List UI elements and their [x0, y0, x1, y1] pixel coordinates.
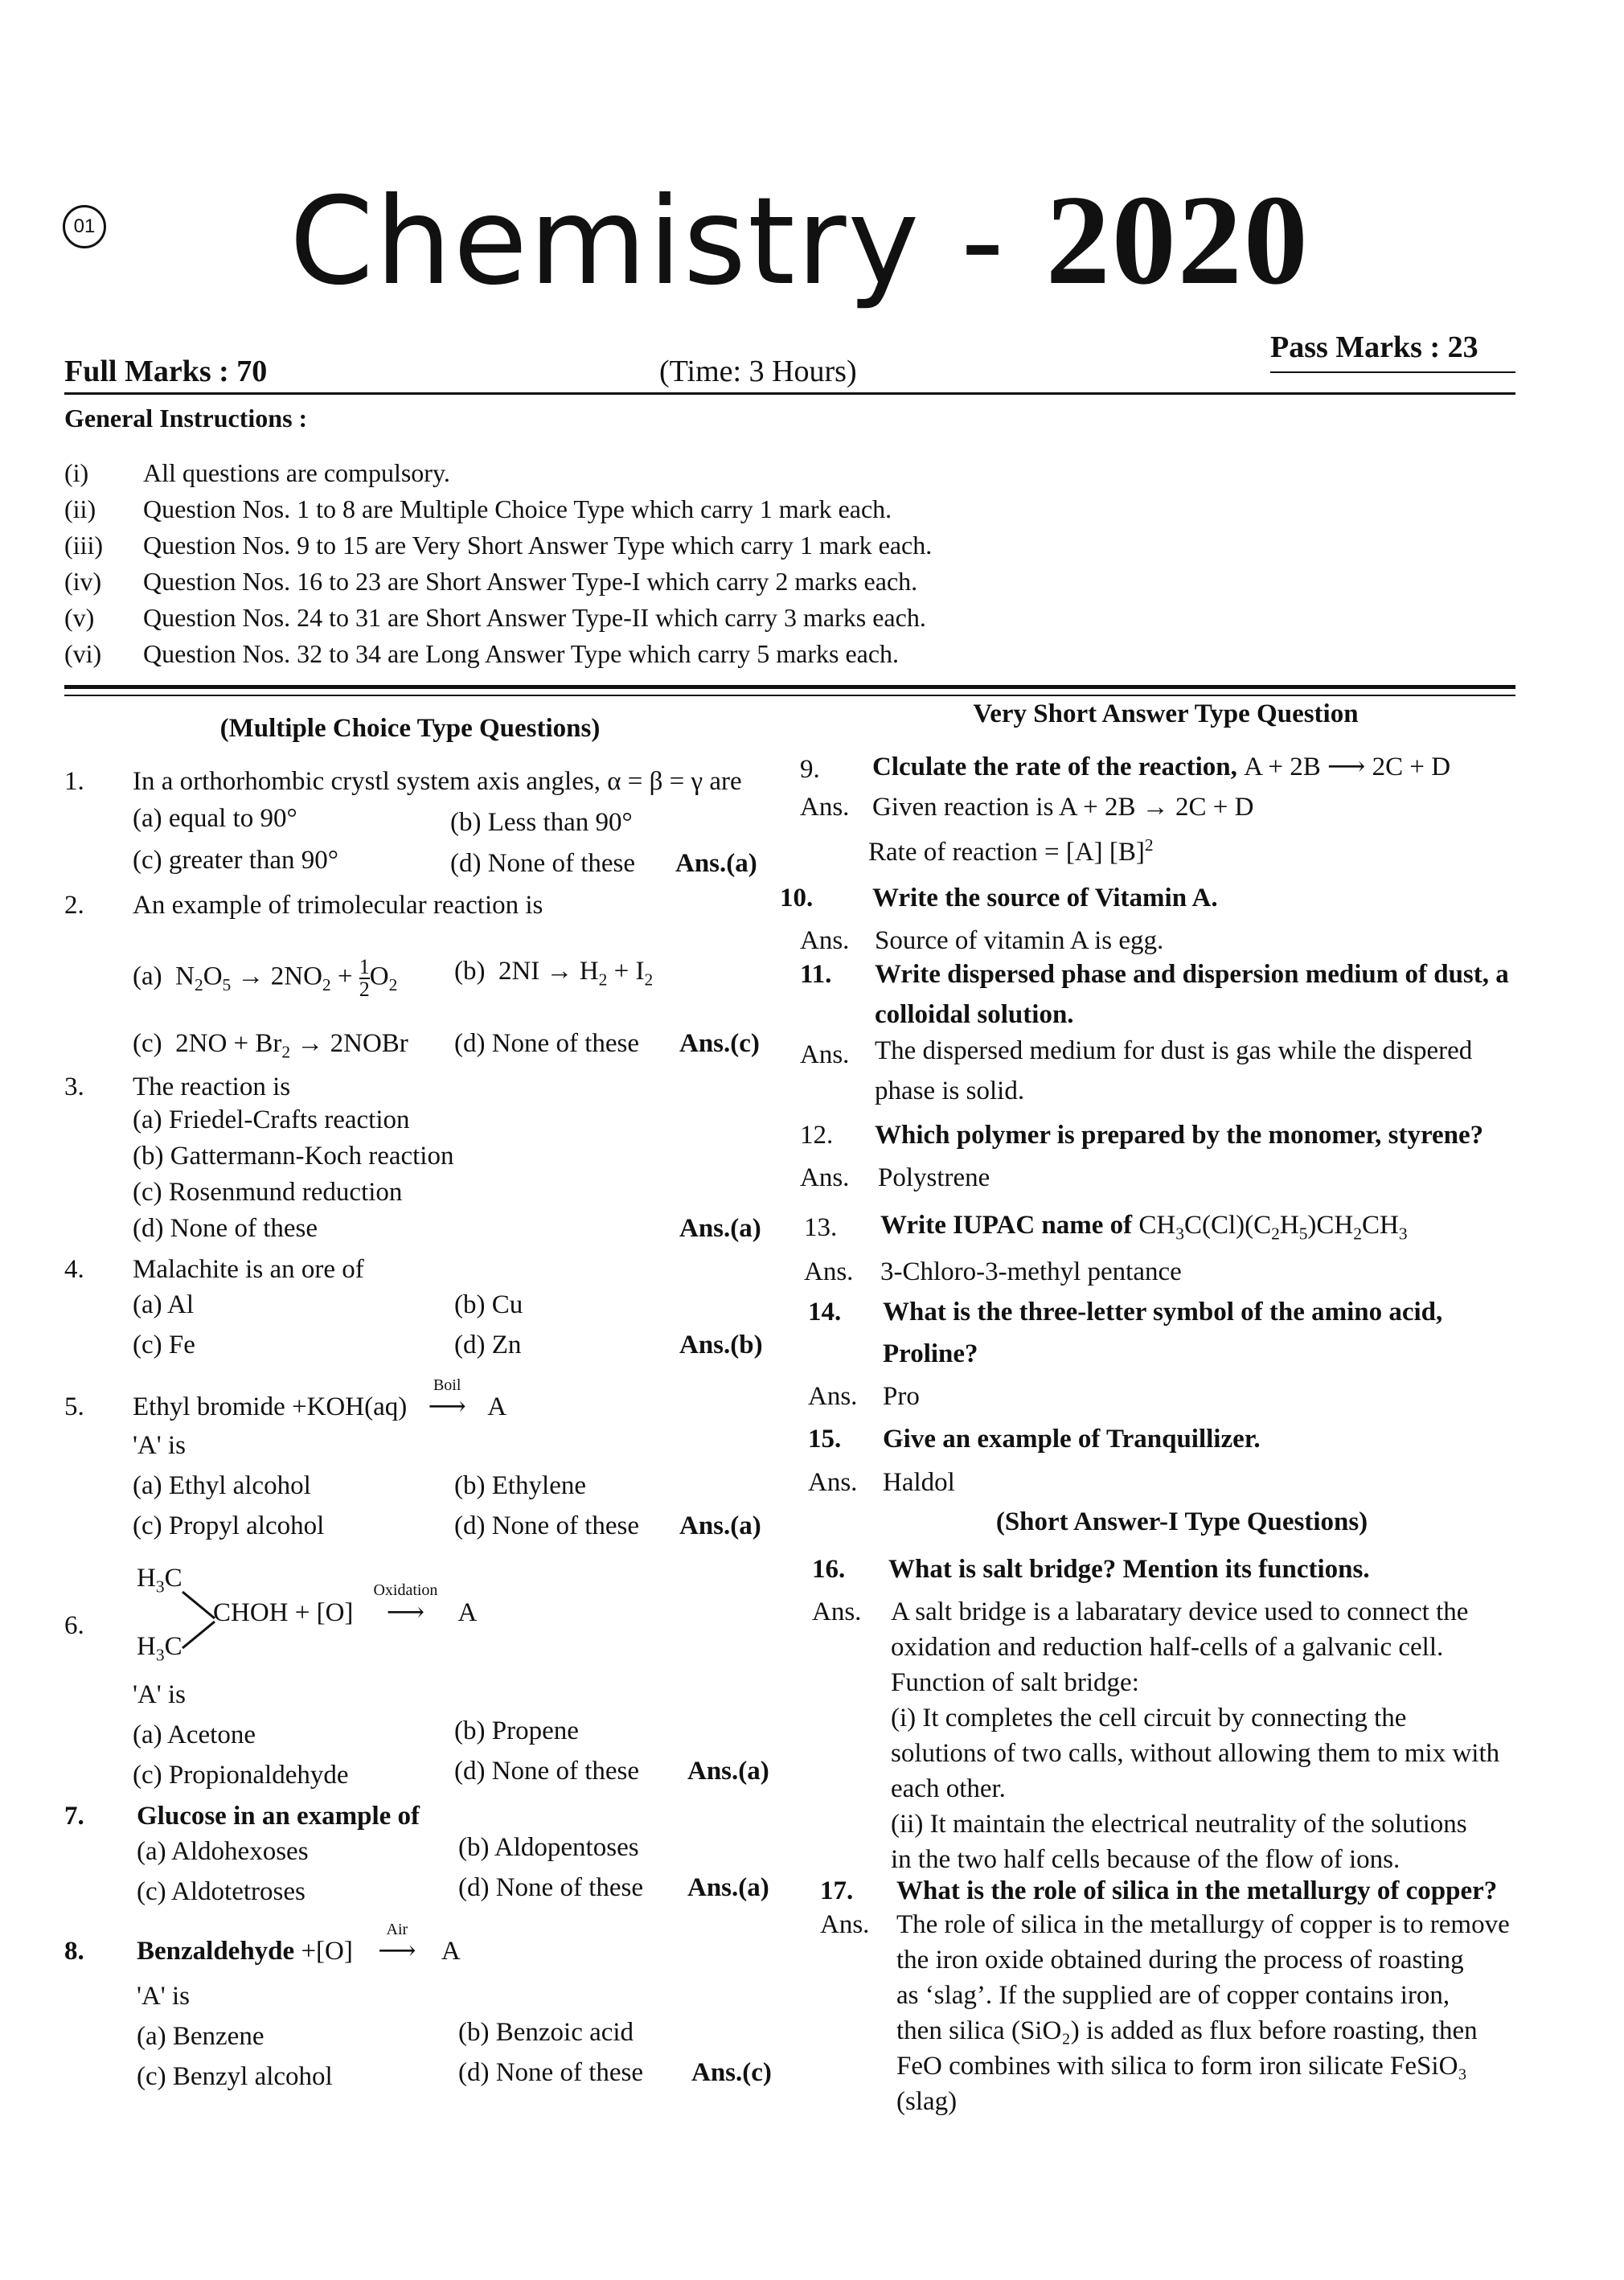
q8-answer: Ans.(c): [691, 2058, 772, 2087]
q6-option-d: (d) None of these: [454, 1757, 640, 1786]
question-14-number: 14.: [808, 1298, 842, 1327]
q10-answer: Source of vitamin A is egg.: [875, 926, 1164, 955]
q2-option-b: (b) $2NI \to H_2 + I_2$: [454, 957, 654, 990]
q8-option-b: (b) Benzoic acid: [458, 2018, 634, 2047]
question-5-text: Ethyl bromide +KOH(aq) Boil ⟶ A: [133, 1376, 507, 1421]
q16-answer-line: Function of salt bridge:: [891, 1668, 1139, 1697]
q17-answer-line: the iron oxide obtained during the process of roasting: [896, 1946, 1464, 1974]
question-2-text: An example of trimolecular reaction is: [133, 891, 543, 920]
question-17-number: 17.: [820, 1876, 854, 1905]
q2-option-a: (a) $N_2O_5 \to 2NO_2$ + $\frac{1}{2}$ $O_2$: [133, 955, 398, 1001]
q2-option-c: (c) $2NO + Br_2$ → 2NOBr: [133, 1029, 408, 1062]
q3-option-c: (c) Rosenmund reduction: [133, 1178, 403, 1207]
question-11-text-2: colloidal solution.: [875, 1000, 1074, 1029]
question-15-number: 15.: [808, 1425, 842, 1454]
q3-option-a: (a) Friedel-Crafts reaction: [133, 1105, 410, 1134]
q6-reaction: CHOH + [O] Oxidation ⟶ A: [213, 1581, 478, 1627]
title-year: 2020: [1045, 168, 1310, 311]
q14-ans-label: Ans.: [808, 1382, 858, 1411]
q2-option-d: (d) None of these: [454, 1029, 640, 1058]
q6-option-a: (a) Acetone: [133, 1720, 256, 1749]
q4-option-d: (d) Zn: [454, 1331, 522, 1359]
instruction-item: (i) All questions are compulsory.: [64, 458, 450, 487]
question-7-text: Glucose in an example of: [137, 1802, 420, 1831]
q5-a-is: 'A' is: [133, 1431, 186, 1460]
pass-marks-rule: [1270, 371, 1515, 373]
q6-option-b: (b) Propene: [454, 1716, 579, 1745]
question-2-number: 2.: [64, 891, 84, 920]
q8-a-is: 'A' is: [137, 1982, 190, 2011]
q1-option-a: (a) equal to 90°: [133, 804, 297, 833]
q5-option-c: (c) Propyl alcohol: [133, 1511, 325, 1540]
q15-answer: Haldol: [883, 1468, 955, 1497]
question-9-text: Clculate the rate of the reaction, A + 2B ⟶ 2C + D: [872, 752, 1451, 781]
question-4-number: 4.: [64, 1255, 84, 1284]
q5-option-a: (a) Ethyl alcohol: [133, 1471, 311, 1500]
q1-option-b: (b) Less than 90°: [450, 808, 633, 837]
q3-answer: Ans.(a): [679, 1214, 761, 1243]
q16-answer: [891, 1594, 1499, 1877]
q17-answer-line: as ‘slag’. If the supplied are of copper contains iron,: [896, 1981, 1450, 2010]
q9-answer: Given reaction is A + 2B → 2C + D: [872, 793, 1254, 822]
q8-option-c: (c) Benzyl alcohol: [137, 2062, 333, 2091]
q12-ans-label: Ans.: [800, 1163, 850, 1192]
q11-answer-2: phase is solid.: [875, 1076, 1025, 1105]
instructions-title: General Instructions :: [64, 404, 308, 433]
q17-ans-label: Ans.: [820, 1910, 870, 1939]
q7-option-c: (c) Aldotetroses: [137, 1877, 306, 1906]
q1-option-d: (d) None of these: [450, 849, 636, 878]
question-8-text: Benzaldehyde +[O] Air ⟶ A: [137, 1921, 461, 1966]
q6-condition: Oxidation: [373, 1581, 438, 1599]
q16-answer-line: oxidation and reduction half-cells of a galvanic cell.: [891, 1633, 1444, 1662]
question-13-text: Write IUPAC name of $CH_3C(Cl)(C_2H_5)CH_2CH_3$: [880, 1211, 1408, 1244]
q3-option-d: (d) None of these: [133, 1214, 318, 1243]
q8-option-a: (a) Benzene: [137, 2022, 265, 2051]
question-3-text: The reaction is: [133, 1072, 291, 1101]
question-12-text: Which polymer is prepared by the monomer, styrene?: [875, 1121, 1484, 1150]
instructions-rule: [64, 685, 1515, 689]
question-8-number: 8.: [64, 1937, 84, 1966]
question-1: 1.: [64, 767, 84, 796]
q4-option-b: (b) Cu: [454, 1290, 523, 1319]
pass-marks: Pass Marks : 23: [1270, 330, 1478, 364]
q16-ans-label: Ans.: [812, 1597, 862, 1626]
q9-rate: Rate of reaction = [A] $[B]^2$: [868, 835, 1154, 867]
question-16-number: 16.: [812, 1555, 846, 1584]
q16-answer-line: each other.: [891, 1774, 1006, 1803]
full-marks: Full Marks : 70: [64, 355, 268, 388]
q17-answer-line: FeO combines with silica to form iron silicate FeSiO₃: [896, 2052, 1467, 2081]
q16-answer-line: A salt bridge is a labaratary device used to connect the: [891, 1597, 1469, 1626]
q17-answer-line: (slag): [896, 2087, 958, 2116]
question-6-number: 6.: [64, 1611, 84, 1640]
question-14-text-2: Proline?: [883, 1339, 978, 1368]
q4-option-c: (c) Fe: [133, 1331, 195, 1359]
q15-ans-label: Ans.: [808, 1468, 858, 1497]
q6-option-c: (c) Propionaldehyde: [133, 1761, 349, 1790]
page-number-badge: 01: [63, 205, 106, 248]
q17-answer: [896, 1907, 1510, 2119]
instruction-item: (vi) Question Nos. 32 to 34 are Long Answer Type which carry 5 marks each.: [64, 639, 900, 668]
q6-methyl-bottom: $H_3C$: [137, 1632, 182, 1665]
instruction-item: (ii) Question Nos. 1 to 8 are Multiple Choice Type which carry 1 mark each.: [64, 494, 892, 523]
q9-ans-label: Ans.: [800, 793, 850, 822]
q11-ans-label: Ans.: [800, 1040, 850, 1069]
title-word: Chemistry -: [289, 172, 1007, 312]
q6-answer: Ans.(a): [687, 1757, 769, 1786]
q1-option-c: (c) greater than 90°: [133, 846, 338, 875]
q17-answer-line: then silica (SiO₂) is added as flux before roasting, then: [896, 2016, 1478, 2045]
q16-answer-line: solutions of two calls, without allowing them to mix with: [891, 1739, 1500, 1768]
q2-answer: Ans.(c): [679, 1029, 760, 1058]
instruction-item: (iii) Question Nos. 9 to 15 are Very Short Answer Type which carry 1 mark each.: [64, 531, 933, 560]
instructions-rule-thin: [64, 695, 1515, 696]
q10-ans-label: Ans.: [800, 926, 850, 955]
q7-option-d: (d) None of these: [458, 1873, 644, 1902]
q5-option-d: (d) None of these: [454, 1511, 640, 1540]
q7-option-a: (a) Aldohexoses: [137, 1837, 309, 1866]
question-5-number: 5.: [64, 1392, 84, 1421]
q5-answer: Ans.(a): [679, 1511, 761, 1540]
page-title: [289, 168, 1310, 312]
question-1-text: In a orthorhombic crystl system axis angles, α = β = γ are: [133, 767, 742, 796]
sa1-section-title: (Short Answer-I Type Questions): [995, 1507, 1368, 1536]
q1-answer: Ans.(a): [675, 849, 757, 878]
question-7-number: 7.: [64, 1802, 84, 1831]
question-10-text: Write the source of Vitamin A.: [872, 884, 1218, 912]
vsa-section-title: Very Short Answer Type Question: [973, 699, 1359, 728]
question-14-text-1: What is the three-letter symbol of the amino acid,: [883, 1298, 1443, 1327]
q16-answer-line: (i) It completes the cell circuit by connecting the: [891, 1704, 1407, 1733]
q16-answer-line: in the two half cells because of the flow of ions.: [891, 1845, 1400, 1874]
question-12-number: 12.: [800, 1121, 834, 1150]
question-10-number: 10.: [780, 884, 814, 912]
q8-condition: Air: [386, 1921, 408, 1938]
instruction-item: (iv) Question Nos. 16 to 23 are Short Answer Type-I which carry 2 marks each.: [64, 567, 918, 596]
question-11-text-1: Write dispersed phase and dispersion medium of dust, a: [875, 960, 1509, 989]
question-9-number: 9.: [800, 755, 820, 784]
mcq-section-title: (Multiple Choice Type Questions): [219, 714, 601, 743]
q3-option-b: (b) Gattermann-Koch reaction: [133, 1142, 454, 1171]
q7-answer: Ans.(a): [687, 1873, 769, 1902]
q7-option-b: (b) Aldopentoses: [458, 1833, 639, 1862]
instruction-item: (v) Question Nos. 24 to 31 are Short Answer Type-II which carry 3 marks each.: [64, 603, 926, 632]
q6-methyl-top: $H_3C$: [137, 1564, 182, 1597]
question-4-text: Malachite is an ore of: [133, 1255, 364, 1284]
question-16-text: What is salt bridge? Mention its functions.: [888, 1555, 1370, 1584]
q14-answer: Pro: [883, 1382, 920, 1411]
question-13-number: 13.: [804, 1213, 838, 1242]
q5-option-b: (b) Ethylene: [454, 1471, 587, 1500]
header-rule: [64, 392, 1515, 395]
q5-condition: Boil: [433, 1376, 461, 1394]
exam-time: (Time: 3 Hours): [659, 355, 857, 388]
q4-option-a: (a) Al: [133, 1290, 195, 1319]
question-11-number: 11.: [800, 960, 832, 989]
question-3-number: 3.: [64, 1072, 84, 1101]
question-15-text: Give an example of Tranquillizer.: [883, 1425, 1261, 1454]
q13-answer: 3-Chloro-3-methyl pentance: [880, 1257, 1182, 1286]
q17-answer-line: The role of silica in the metallurgy of copper is to remove: [896, 1910, 1510, 1939]
q11-answer-1: The dispersed medium for dust is gas while the dispered: [875, 1036, 1473, 1065]
question-17-text: What is the role of silica in the metallurgy of copper?: [896, 1876, 1498, 1905]
q13-ans-label: Ans.: [804, 1257, 854, 1286]
q8-option-d: (d) None of these: [458, 2058, 644, 2087]
q16-answer-line: (ii) It maintain the electrical neutrality of the solutions: [891, 1810, 1467, 1839]
q4-answer: Ans.(b): [679, 1331, 763, 1359]
q6-a-is: 'A' is: [133, 1680, 186, 1709]
q12-answer: Polystrene: [878, 1163, 990, 1192]
